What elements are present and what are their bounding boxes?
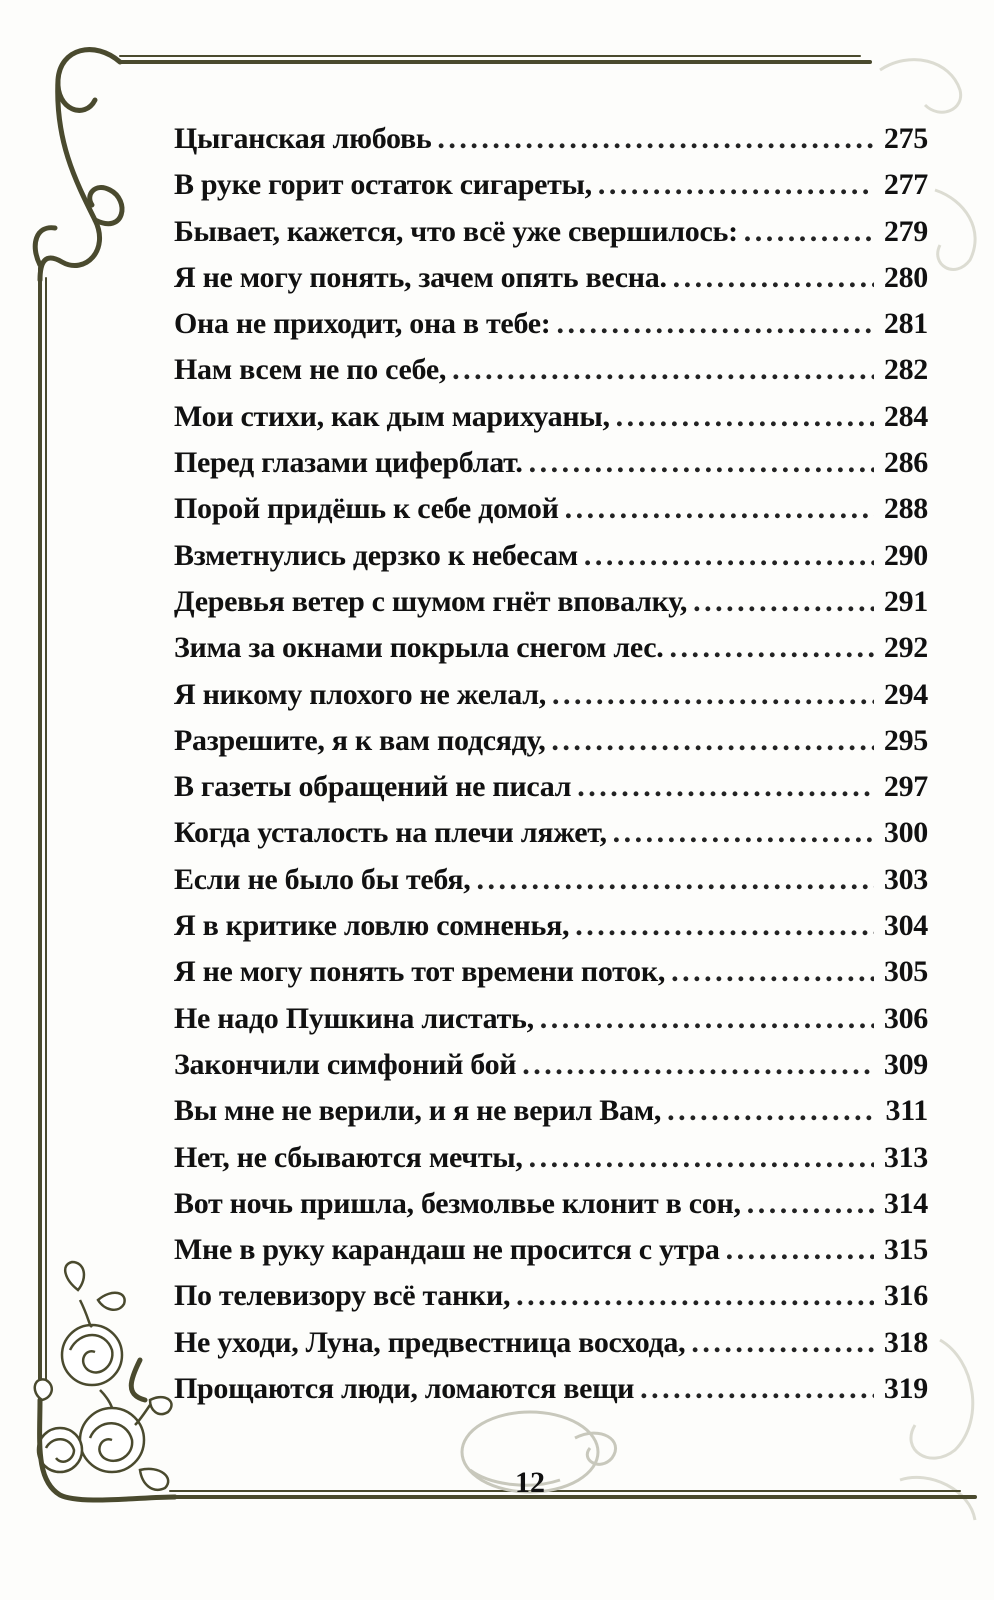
toc-entry (174, 1088, 928, 1134)
toc-entry-page: 290 (883, 538, 928, 572)
toc-entry-page: 304 (883, 909, 928, 943)
toc-entry (174, 347, 928, 393)
toc-entry-title: Не надо Пушкина листать, (174, 1001, 534, 1035)
toc-entry-title: Вы мне не верили, и я не верил Вам, (174, 1094, 662, 1128)
dot-leader (613, 810, 874, 856)
dot-leader (691, 1320, 874, 1366)
toc-entry-page: 286 (883, 446, 928, 480)
rose-ornament (35, 1262, 172, 1490)
toc-entry-title: Если не было бы тебя, (174, 862, 471, 896)
toc-entry-page: 284 (883, 399, 928, 433)
top-left-flourish (35, 50, 122, 280)
dot-leader (744, 209, 874, 255)
toc-entry-page: 306 (883, 1001, 928, 1035)
toc-entry (174, 764, 928, 810)
dot-leader (693, 579, 874, 625)
toc-entry (174, 1273, 928, 1319)
toc-entry (174, 1320, 928, 1366)
toc-entry-title: Закончили симфоний бой (174, 1047, 517, 1081)
bottom-left-corner (40, 1360, 175, 1500)
toc-entry-title: Она не приходит, она в тебе: (174, 307, 551, 341)
dot-leader (616, 394, 874, 440)
dot-leader (529, 440, 874, 486)
dot-leader (671, 949, 874, 995)
toc-entry (174, 1181, 928, 1227)
toc-entry-title: Я в критике ловлю сомненья, (174, 909, 570, 943)
toc-entry-page: 297 (883, 770, 928, 804)
toc-entry-title: Я никому плохого не желал, (174, 677, 546, 711)
dot-leader (584, 533, 874, 579)
dot-leader (747, 1181, 874, 1227)
dot-leader (556, 301, 874, 347)
toc-entry-title: Прощаются люди, ломаются вещи (174, 1372, 635, 1406)
toc-entry-title: В газеты обращений не писал (174, 770, 572, 804)
toc-entry (174, 301, 928, 347)
toc-entry (174, 857, 928, 903)
toc-entry-title: Порой придёшь к себе домой (174, 492, 559, 526)
dot-leader (516, 1273, 874, 1319)
toc-entry-title: Мне в руку карандаш не просится с утра (174, 1233, 720, 1267)
toc-entry-page: 279 (883, 214, 928, 248)
toc-entry-page: 315 (883, 1233, 928, 1267)
toc-entry-title: Разрешите, я к вам подсяду, (174, 723, 546, 757)
dot-leader (476, 857, 874, 903)
toc-entry-page: 314 (883, 1186, 928, 1220)
toc-entry-page: 294 (883, 677, 928, 711)
toc-entry-page: 282 (883, 353, 928, 387)
toc-entry-page: 318 (883, 1325, 928, 1359)
toc-entry-page: 313 (883, 1140, 928, 1174)
toc-entry (174, 486, 928, 532)
toc-entry-title: Когда усталость на плечи ляжет, (174, 816, 607, 850)
toc-entry-page: 311 (885, 1094, 928, 1128)
toc-entry-title: Не уходи, Луна, предвестница восхода, (174, 1325, 686, 1359)
toc-entry-page: 316 (883, 1279, 928, 1313)
toc-entry (174, 209, 928, 255)
toc-entry (174, 1042, 928, 1088)
toc-entry-page: 277 (883, 168, 928, 202)
toc-entry-page: 292 (883, 631, 928, 665)
page-number: 12 (515, 1466, 545, 1499)
toc-entry (174, 162, 928, 208)
dot-leader (565, 486, 874, 532)
toc-entry-page: 291 (883, 584, 928, 618)
toc-entry-title: Перед глазами циферблат. (174, 446, 523, 480)
toc-entry (174, 672, 928, 718)
toc-entry (174, 625, 928, 671)
dot-leader (522, 1042, 874, 1088)
toc-entry (174, 394, 928, 440)
toc-entry-title: По телевизору всё танки, (174, 1279, 511, 1313)
dot-leader (552, 672, 874, 718)
dot-leader (670, 625, 875, 671)
toc-entry (174, 579, 928, 625)
toc-entry-page: 275 (883, 122, 928, 155)
toc-entry-title: Мои стихи, как дым марихуаны, (174, 399, 610, 433)
toc-entry-page: 280 (883, 260, 928, 294)
toc-entry (174, 440, 928, 486)
toc-entry (174, 810, 928, 856)
dot-leader (437, 116, 874, 162)
dot-leader (575, 903, 874, 949)
toc-entry (174, 903, 928, 949)
table-of-contents (174, 116, 928, 1412)
toc-entry-page: 319 (883, 1372, 928, 1406)
toc-entry-page: 305 (883, 955, 928, 989)
toc-entry-title: Деревья ветер с шумом гнёт вповалку, (174, 584, 688, 618)
dot-leader (673, 255, 874, 301)
toc-entry-title: Я не могу понять, зачем опять весна. (174, 260, 667, 294)
toc-entry-title: Цыганская любовь (174, 122, 432, 155)
toc-entry-title: Бывает, кажется, что всё уже свершилось: (174, 214, 738, 248)
dot-leader (726, 1227, 874, 1273)
toc-entry-title: Я не могу понять тот времени поток, (174, 955, 666, 989)
toc-entry (174, 718, 928, 764)
toc-entry-title: В руке горит остаток сигареты, (174, 168, 592, 202)
toc-entry (174, 996, 928, 1042)
toc-entry (174, 949, 928, 995)
toc-entry-title: Нам всем не по себе, (174, 353, 447, 387)
dot-leader (598, 162, 874, 208)
toc-entry (174, 533, 928, 579)
toc-entry-page: 303 (883, 862, 928, 896)
toc-entry-title: Нет, не сбываются мечты, (174, 1140, 523, 1174)
toc-entry-page: 300 (883, 816, 928, 850)
toc-entry-page: 295 (883, 723, 928, 757)
toc-entry (174, 255, 928, 301)
dot-leader (540, 996, 874, 1042)
dot-leader (452, 347, 874, 393)
dot-leader (529, 1135, 874, 1181)
dot-leader (577, 764, 874, 810)
toc-entry-page: 309 (883, 1047, 928, 1081)
toc-entry-page: 288 (883, 492, 928, 526)
toc-entry-title: Вот ночь пришла, безмолвье клонит в сон, (174, 1186, 741, 1220)
dot-leader (640, 1366, 874, 1412)
dot-leader (667, 1088, 874, 1134)
toc-entry-title: Взметнулись дерзко к небесам (174, 538, 578, 572)
toc-entry (174, 1366, 928, 1412)
dot-leader (551, 718, 874, 764)
toc-entry (174, 1227, 928, 1273)
toc-entry-page: 281 (883, 307, 928, 341)
toc-entry-title: Зима за окнами покрыла снегом лес. (174, 631, 664, 665)
toc-entry (174, 1135, 928, 1181)
toc-entry (174, 116, 928, 162)
